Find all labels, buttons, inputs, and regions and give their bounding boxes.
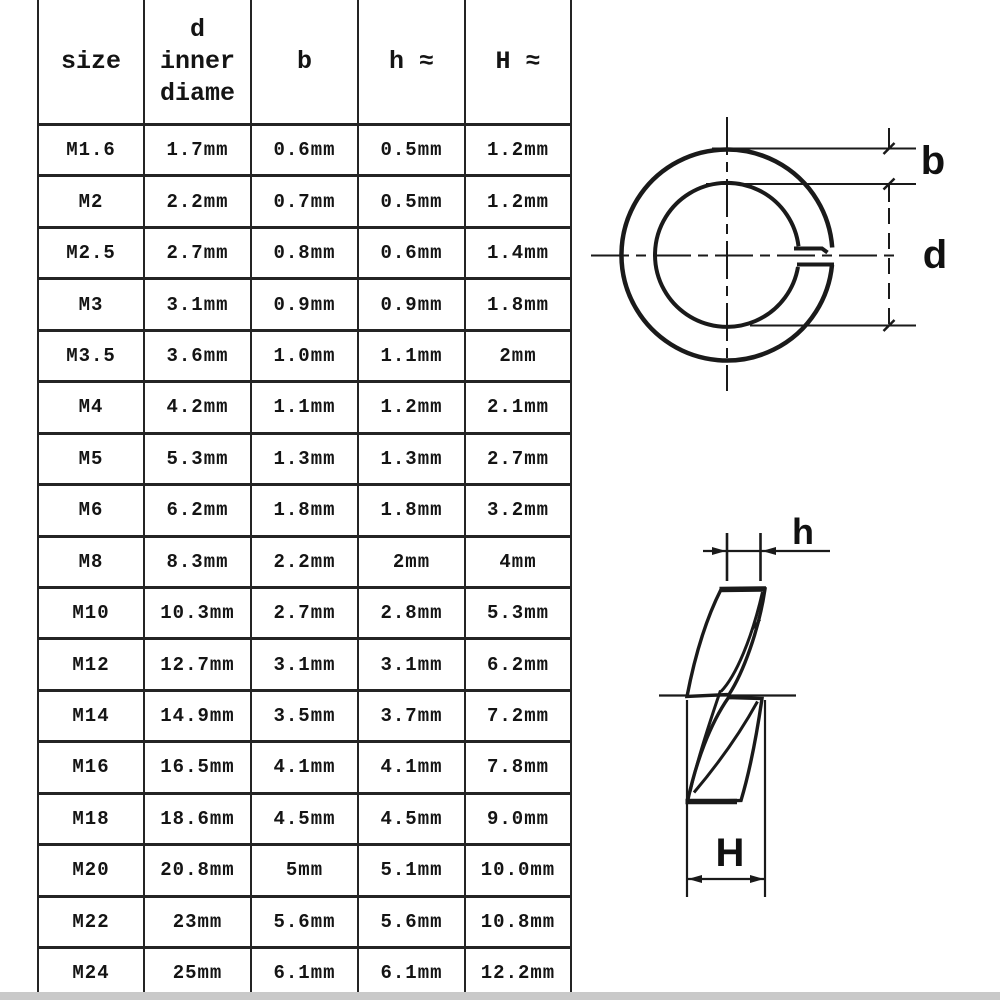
column-header: h ≈ [358, 0, 465, 125]
table-cell: 0.9mm [251, 279, 358, 330]
table-cell: 25mm [144, 948, 251, 997]
upper-leaf-top-edge [720, 589, 767, 590]
table-cell: M4 [38, 382, 144, 433]
table-cell: 3.6mm [144, 330, 251, 381]
table-cell: 0.6mm [358, 227, 465, 278]
table-cell: 12.2mm [465, 948, 571, 997]
table-cell: M10 [38, 587, 144, 638]
table-cell: 10.8mm [465, 896, 571, 947]
table-cell: 5mm [251, 845, 358, 896]
table-cell: 0.6mm [251, 125, 358, 176]
table-cell: 1.8mm [358, 485, 465, 536]
table-cell: 14.9mm [144, 690, 251, 741]
H-arrow-right [750, 875, 764, 883]
table-cell: 12.7mm [144, 639, 251, 690]
table-cell: 1.2mm [465, 176, 571, 227]
table-cell: 2mm [358, 536, 465, 587]
table-cell: 3.7mm [358, 690, 465, 741]
dimension-label-b: b [920, 139, 946, 183]
table-cell: 6.1mm [251, 948, 358, 997]
table-cell: 1.1mm [358, 330, 465, 381]
dimension-label-H: H [715, 831, 745, 875]
column-header: d inner diame [144, 0, 251, 125]
table-cell: 5.1mm [358, 845, 465, 896]
table-cell: 4.5mm [251, 793, 358, 844]
table-cell: 7.8mm [465, 742, 571, 793]
table-cell: 0.7mm [251, 176, 358, 227]
table-cell: 1.7mm [144, 125, 251, 176]
slit-top-edge [794, 249, 828, 253]
table-cell: 3.1mm [358, 639, 465, 690]
table-cell: 3.1mm [144, 279, 251, 330]
table-cell: 2.2mm [144, 176, 251, 227]
table-cell: 10.3mm [144, 587, 251, 638]
table-cell: M6 [38, 485, 144, 536]
table-cell: 1.3mm [358, 433, 465, 484]
table-cell: M2 [38, 176, 144, 227]
table-cell: M5 [38, 433, 144, 484]
table-cell: 5.6mm [358, 896, 465, 947]
table-cell: 20.8mm [144, 845, 251, 896]
table-cell: 4.2mm [144, 382, 251, 433]
h-arrow-left [712, 547, 726, 555]
table-cell: M16 [38, 742, 144, 793]
dimension-label-d: d [922, 233, 948, 277]
table-cell: M14 [38, 690, 144, 741]
table-cell: 1.3mm [251, 433, 358, 484]
table-cell: 10.0mm [465, 845, 571, 896]
table-cell: 16.5mm [144, 742, 251, 793]
column-header: b [251, 0, 358, 125]
table-cell: 4mm [465, 536, 571, 587]
table-cell: 0.9mm [358, 279, 465, 330]
dimension-label-h: h [792, 511, 814, 552]
washer-top-view [591, 117, 916, 391]
table-cell: 2.8mm [358, 587, 465, 638]
table-cell: 7.2mm [465, 690, 571, 741]
table-cell: 6.2mm [144, 485, 251, 536]
table-cell: 0.5mm [358, 176, 465, 227]
table-cell: M20 [38, 845, 144, 896]
table-cell: 0.8mm [251, 227, 358, 278]
table-cell: M1.6 [38, 125, 144, 176]
table-cell: M12 [38, 639, 144, 690]
photo-bottom-edge [0, 992, 1000, 1000]
H-arrow-left [688, 875, 702, 883]
table-cell: M3.5 [38, 330, 144, 381]
column-header: H ≈ [465, 0, 571, 125]
table-cell: 1.8mm [465, 279, 571, 330]
table-cell: M24 [38, 948, 144, 997]
table-cell: 3.2mm [465, 485, 571, 536]
table-cell: 5.6mm [251, 896, 358, 947]
table-cell: 3.5mm [251, 690, 358, 741]
table-cell: 9.0mm [465, 793, 571, 844]
table-cell: 1.8mm [251, 485, 358, 536]
table-cell: 5.3mm [144, 433, 251, 484]
table-cell: M2.5 [38, 227, 144, 278]
table-cell: 4.1mm [251, 742, 358, 793]
column-header: size [38, 0, 144, 125]
table-cell: M22 [38, 896, 144, 947]
table-cell: 5.3mm [465, 587, 571, 638]
table-cell: 3.1mm [251, 639, 358, 690]
table-cell: 2.2mm [251, 536, 358, 587]
h-arrow-right [762, 547, 776, 555]
table-cell: 2.7mm [251, 587, 358, 638]
washer-upper-leaf [687, 589, 765, 697]
table-cell: 1.2mm [358, 382, 465, 433]
table-cell: 2.7mm [144, 227, 251, 278]
table-cell: 4.5mm [358, 793, 465, 844]
table-cell: 1.4mm [465, 227, 571, 278]
table-cell: M8 [38, 536, 144, 587]
table-cell: 23mm [144, 896, 251, 947]
table-cell: 1.1mm [251, 382, 358, 433]
table-cell: 6.2mm [465, 639, 571, 690]
table-cell: 2.1mm [465, 382, 571, 433]
table-cell: 2mm [465, 330, 571, 381]
table-cell: 1.2mm [465, 125, 571, 176]
table-cell: 18.6mm [144, 793, 251, 844]
table-cell: 8.3mm [144, 536, 251, 587]
table-cell: 1.0mm [251, 330, 358, 381]
table-cell: M18 [38, 793, 144, 844]
washer-side-view [659, 533, 830, 897]
table-cell: 0.5mm [358, 125, 465, 176]
table-cell: 6.1mm [358, 948, 465, 997]
table-cell: 2.7mm [465, 433, 571, 484]
table-cell: 4.1mm [358, 742, 465, 793]
table-cell: M3 [38, 279, 144, 330]
